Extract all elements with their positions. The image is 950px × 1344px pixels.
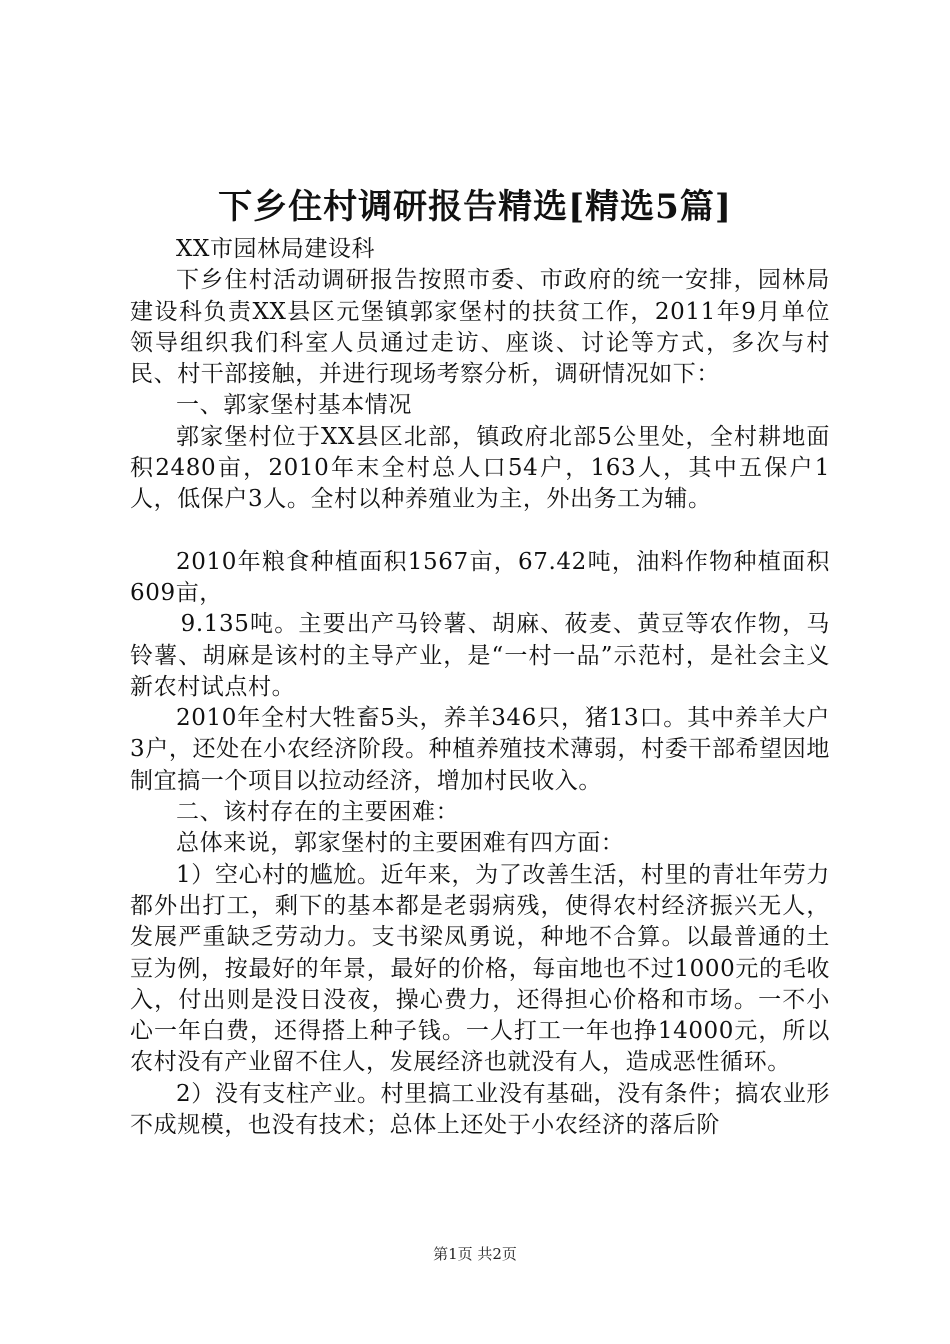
section-heading-difficulties: 二、该村存在的主要困难： (176, 799, 460, 826)
difficulties-summary: 总体来说，郭家堡村的主要困难有四方面： (176, 830, 625, 857)
intro-paragraph: 下乡住村活动调研报告按照市委、市政府的统一安排，园林局建设科负责XX县区元堡镇郭家堡村的扶贫工作，2011年9月单位领导组织我们科室人员通过走访、座谈、讨论等方式，多次与村民、村干部接触，并进行现场考察分析，调研情况如下： (130, 267, 830, 388)
livestock-paragraph: 2010年全村大牲畜5头，养羊346只，猪13口。其中养羊大户3户，还处在小农经济阶段。种植养殖技术薄弱，村委干部希望因地制宜搞一个项目以拉动经济，增加村民收入。 (130, 705, 830, 794)
grain-paragraph: 2010年粮食种植面积1567亩，67.42吨，油料作物种植面积609亩， (130, 548, 830, 606)
page-footer: 第1页 共2页 (433, 1245, 517, 1263)
section-heading-basic-info: 一、郭家堡村基本情况 (176, 392, 412, 419)
difficulty-1-paragraph: 1）空心村的尴尬。近年来，为了改善生活，村里的青壮年劳力都外出打工，剩下的基本都是老弱病残，使得农村经济振兴无人，发展严重缺乏劳动力。支书梁凤勇说，种地不合算。以最普通的土豆为例，按最好的年景，最好的价格，每亩地也不过1000元的毛收入，付出则是没日没夜，操心费力，还得担心价格和市场。一不小心一年白费，还得搭上种子钱。一人打工一年也挣14000元，所以农村没有产业留不住人，发展经济也就没有人，造成恶性循环。 (130, 861, 830, 1076)
document-body (130, 234, 830, 1141)
document-title: 下乡住村调研报告精选[精选5篇] (218, 187, 732, 227)
crops-paragraph: 9.135吨。主要出产马铃薯、胡麻、莜麦、黄豆等农作物，马铃薯、胡麻是该村的主导产业，是“一村一品”示范村，是社会主义新农村试点村。 (130, 611, 830, 700)
org-line: XX市园林局建设科 (176, 236, 376, 262)
difficulty-2-paragraph: 2）没有支柱产业。村里搞工业没有基础，没有条件；搞农业形不成规模，也没有技术；总体上还处于小农经济的落后阶 (130, 1080, 830, 1139)
basic-info-paragraph: 郭家堡村位于XX县区北部，镇政府北部5公里处，全村耕地面积2480亩，2010年末全村总人口54户，163人，其中五保户1人，低保户3人。全村以种养殖业为主，外出务工为辅。 (130, 423, 830, 513)
